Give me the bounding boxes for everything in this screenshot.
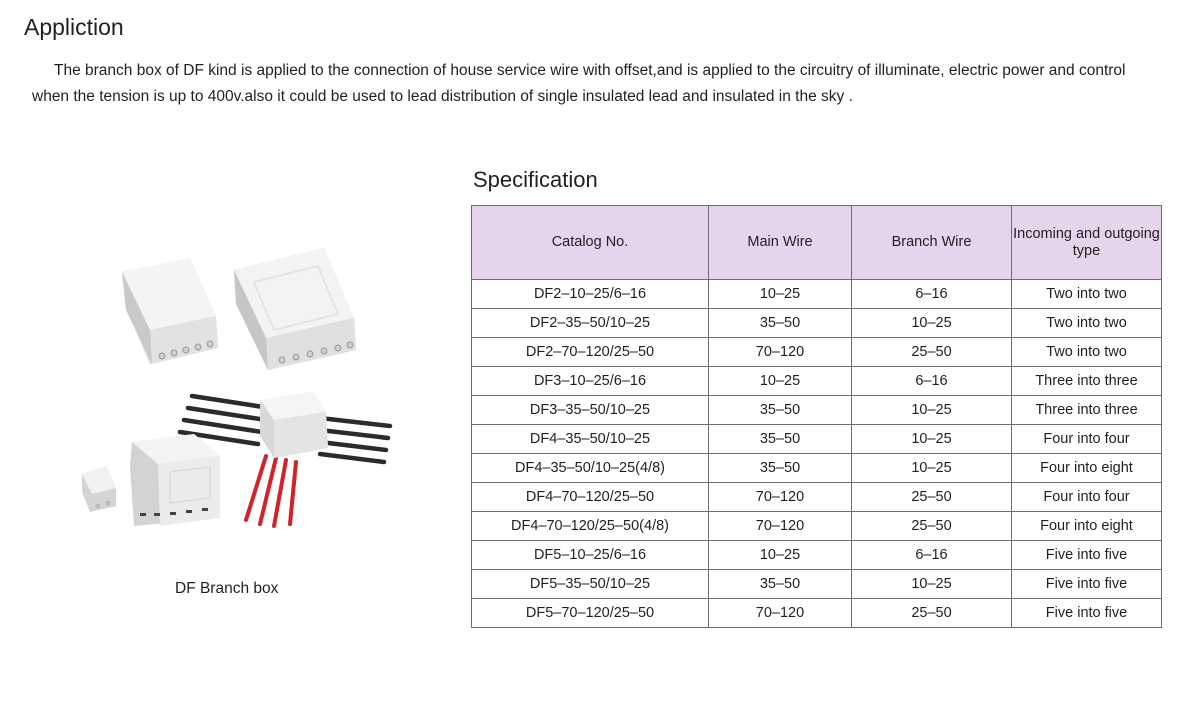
- table-row: [472, 570, 1162, 599]
- table-row: [472, 425, 1162, 454]
- table-row: [472, 280, 1162, 309]
- cell-branch-wire: 10–25: [852, 425, 1012, 454]
- cell-branch-wire: 10–25: [852, 309, 1012, 338]
- cell-type: Four into four: [1012, 483, 1162, 512]
- cell-catalog-no: DF4–35–50/10–25: [472, 425, 709, 454]
- table-row: [472, 512, 1162, 541]
- table-row: [472, 367, 1162, 396]
- spec-title: Specification: [473, 167, 598, 192]
- cell-main-wire: 70–120: [709, 512, 852, 541]
- cell-catalog-no: DF3–10–25/6–16: [472, 367, 709, 396]
- red-wires: [246, 456, 296, 526]
- cell-main-wire: 35–50: [709, 454, 852, 483]
- cell-main-wire: 35–50: [709, 570, 852, 599]
- branch-box-small-top: [122, 258, 218, 364]
- branch-box-connector: [260, 392, 328, 458]
- cell-type: Three into three: [1012, 367, 1162, 396]
- cell-catalog-no: DF2–70–120/25–50: [472, 338, 709, 367]
- table-row: [472, 338, 1162, 367]
- section-heading: Appliction: [24, 14, 124, 40]
- cell-catalog-no: DF2–35–50/10–25: [472, 309, 709, 338]
- table-row: [472, 541, 1162, 570]
- cell-main-wire: 10–25: [709, 367, 852, 396]
- cell-type: Five into five: [1012, 570, 1162, 599]
- cell-type: Two into two: [1012, 338, 1162, 367]
- cell-catalog-no: DF5–35–50/10–25: [472, 570, 709, 599]
- cell-main-wire: 10–25: [709, 541, 852, 570]
- branch-box-clip: [82, 466, 116, 512]
- cell-type: Five into five: [1012, 599, 1162, 628]
- cell-main-wire: 70–120: [709, 599, 852, 628]
- cell-branch-wire: 25–50: [852, 483, 1012, 512]
- branch-box-photo: [70, 230, 410, 540]
- table-row: [472, 309, 1162, 338]
- cell-branch-wire: 10–25: [852, 396, 1012, 425]
- branch-box-bottom: [130, 434, 220, 526]
- cell-catalog-no: DF4–35–50/10–25(4/8): [472, 454, 709, 483]
- cell-branch-wire: 6–16: [852, 541, 1012, 570]
- cell-main-wire: 10–25: [709, 280, 852, 309]
- cell-type: Four into eight: [1012, 454, 1162, 483]
- table-row: [472, 483, 1162, 512]
- cell-type: Two into two: [1012, 309, 1162, 338]
- header-catalog-no: Catalog No.: [472, 206, 709, 280]
- cell-type: Five into five: [1012, 541, 1162, 570]
- spec-table: [471, 205, 1162, 628]
- cell-type: Four into eight: [1012, 512, 1162, 541]
- cell-catalog-no: DF4–70–120/25–50(4/8): [472, 512, 709, 541]
- cell-catalog-no: DF5–70–120/25–50: [472, 599, 709, 628]
- cell-catalog-no: DF4–70–120/25–50: [472, 483, 709, 512]
- spec-header-row: [472, 206, 1162, 280]
- cell-branch-wire: 6–16: [852, 367, 1012, 396]
- cell-branch-wire: 10–25: [852, 454, 1012, 483]
- cell-main-wire: 35–50: [709, 309, 852, 338]
- table-row: [472, 454, 1162, 483]
- cell-type: Two into two: [1012, 280, 1162, 309]
- cell-branch-wire: 25–50: [852, 512, 1012, 541]
- cell-branch-wire: 6–16: [852, 280, 1012, 309]
- table-row: [472, 599, 1162, 628]
- cell-main-wire: 35–50: [709, 396, 852, 425]
- cell-catalog-no: DF3–35–50/10–25: [472, 396, 709, 425]
- table-row: [472, 396, 1162, 425]
- cell-catalog-no: DF2–10–25/6–16: [472, 280, 709, 309]
- cell-catalog-no: DF5–10–25/6–16: [472, 541, 709, 570]
- intro-paragraph: [32, 58, 1152, 110]
- branch-box-large-top: [234, 248, 356, 370]
- header-main-wire: Main Wire: [709, 206, 852, 280]
- cell-branch-wire: 10–25: [852, 570, 1012, 599]
- cell-main-wire: 35–50: [709, 425, 852, 454]
- cell-branch-wire: 25–50: [852, 338, 1012, 367]
- cell-branch-wire: 25–50: [852, 599, 1012, 628]
- header-branch-wire: Branch Wire: [852, 206, 1012, 280]
- intro-text: The branch box of DF kind is applied to the connection of house service wire with offset,and is applied to the circuitry of illuminate, electric power and control when the tension is up to 400v.also it could be used to lead distribution of single insulated lead and insulated in the sky .: [32, 62, 1126, 105]
- cell-type: Four into four: [1012, 425, 1162, 454]
- figure-caption: DF Branch box: [175, 580, 279, 597]
- cell-type: Three into three: [1012, 396, 1162, 425]
- cell-main-wire: 70–120: [709, 338, 852, 367]
- cell-main-wire: 70–120: [709, 483, 852, 512]
- header-incoming-outgoing-type: Incoming and outgoing type: [1012, 206, 1162, 280]
